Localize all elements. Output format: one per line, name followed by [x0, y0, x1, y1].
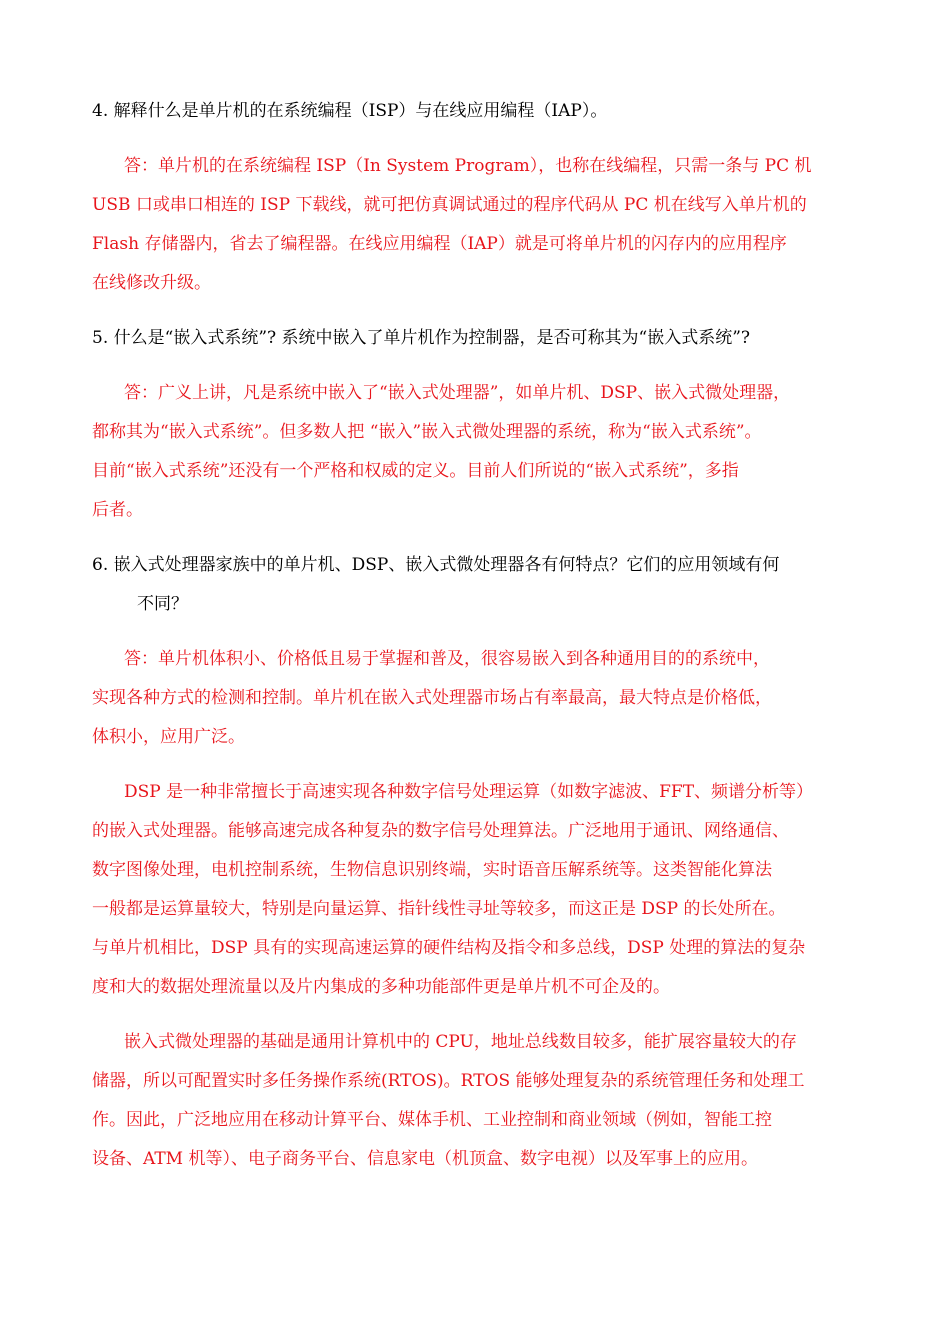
answer-5-line-3: 目前“嵌入式系统”还没有一个严格和权威的定义。目前人们所说的“嵌入式系统”，多指 — [92, 461, 739, 481]
answer-4-line-3: Flash 存储器内，省去了编程器。在线应用编程（IAP）就是可将单片机的闪存内的应用程序 — [92, 234, 787, 254]
answer-6-p2-line-3: 数字图像处理，电机控制系统，生物信息识别终端，实时语音压解系统等。这类智能化算法 — [92, 860, 772, 880]
answer-6-p2-line-5: 与单片机相比，DSP 具有的实现高速运算的硬件结构及指令和多总线，DSP 处理的算法的复杂 — [92, 938, 806, 958]
answer-5-line-4: 后者。 — [92, 500, 143, 520]
answer-6-p1-line-3: 体积小，应用广泛。 — [92, 727, 245, 747]
answer-6-p3-line-2: 储器，所以可配置实时多任务操作系统(RTOS)。RTOS 能够处理复杂的系统管理任务和处理工 — [92, 1071, 805, 1091]
answer-6-p1-line-2: 实现各种方式的检测和控制。单片机在嵌入式处理器市场占有率最高，最大特点是价格低， — [92, 688, 772, 708]
answer-6-p2-line-2: 的嵌入式处理器。能够高速完成各种复杂的数字信号处理算法。广泛地用于通讯、网络通信、 — [92, 821, 789, 841]
answer-6-p3-line-1: 嵌入式微处理器的基础是通用计算机中的 CPU，地址总线数目较多，能扩展容量较大的存 — [124, 1032, 797, 1052]
answer-6-p2-line-1: DSP 是一种非常擅长于高速实现各种数字信号处理运算（如数字滤波、FFT、频谱分析等） — [124, 782, 814, 802]
question-6-line-2: 不同？ — [137, 594, 188, 614]
answer-4-line-4: 在线修改升级。 — [92, 273, 211, 293]
question-6-line-1: 6. 嵌入式处理器家族中的单片机、DSP、嵌入式微处理器各有何特点？它们的应用领域有何 — [92, 555, 780, 575]
answer-6-p2-line-4: 一般都是运算量较大，特别是向量运算、指针线性寻址等较多，而这正是 DSP 的长处所在。 — [92, 899, 786, 919]
answer-5-line-2: 都称其为“嵌入式系统”。但多数人把 “嵌入”嵌入式微处理器的系统，称为“嵌入式系统”。 — [92, 422, 762, 442]
answer-4-line-1: 答：单片机的在系统编程 ISP（In System Program），也称在线编程，只需一条与 PC 机 — [124, 156, 812, 176]
question-4: 4. 解释什么是单片机的在系统编程（ISP）与在线应用编程（IAP）。 — [92, 101, 608, 121]
answer-6-p3-line-3: 作。因此，广泛地应用在移动计算平台、媒体手机、工业控制和商业领域（例如，智能工控 — [92, 1110, 772, 1130]
answer-6-p3-line-4: 设备、ATM 机等）、电子商务平台、信息家电（机顶盒、数字电视）以及军事上的应用。 — [92, 1149, 758, 1169]
answer-6-p2-line-6: 度和大的数据处理流量以及片内集成的多种功能部件更是单片机不可企及的。 — [92, 977, 670, 997]
question-5: 5. 什么是“嵌入式系统”? 系统中嵌入了单片机作为控制器，是否可称其为“嵌入式系统”? — [92, 328, 751, 348]
answer-5-line-1: 答：广义上讲，凡是系统中嵌入了“嵌入式处理器”，如单片机、DSP、嵌入式微处理器， — [124, 383, 791, 403]
answer-4-line-2: USB 口或串口相连的 ISP 下载线，就可把仿真调试通过的程序代码从 PC 机在线写入单片机的 — [92, 195, 807, 215]
answer-6-p1-line-1: 答：单片机体积小、价格低且易于掌握和普及，很容易嵌入到各种通用目的的系统中， — [124, 649, 770, 669]
